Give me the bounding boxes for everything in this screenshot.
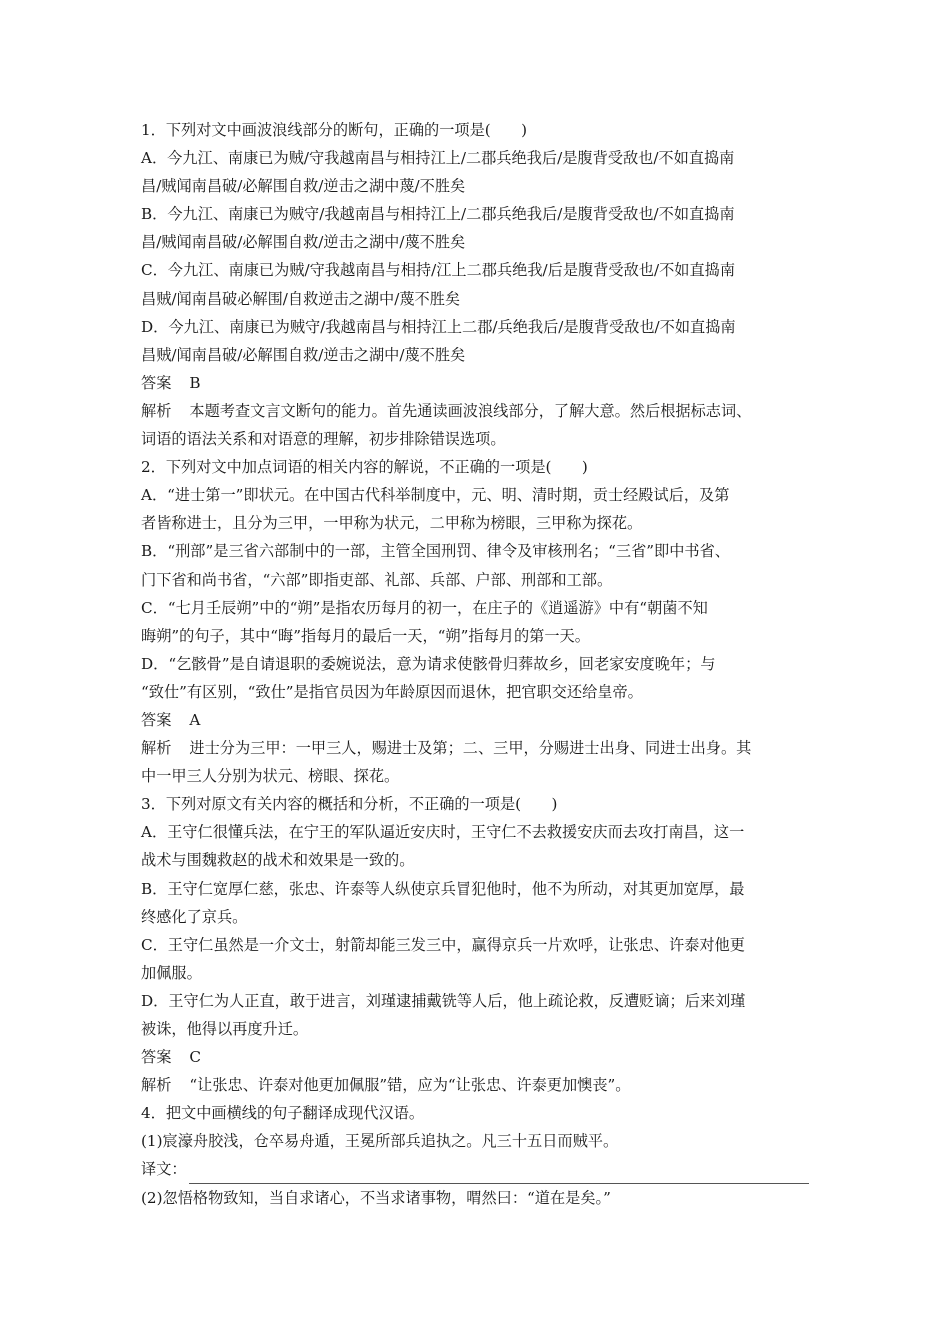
question-3-option-b-cont: 终感化了京兵。 xyxy=(141,907,248,926)
question-3-option-d-cont: 被诛，他得以再度升迁。 xyxy=(141,1020,309,1038)
question-1-analysis xyxy=(141,397,817,425)
translation-row xyxy=(141,1155,817,1183)
question-3-stem: 3．下列对原文有关内容的概括和分析，不正确的一项是( ) xyxy=(141,795,558,814)
question-3-answer xyxy=(141,1043,817,1071)
analysis-label: 解析 xyxy=(141,739,172,758)
question-2-option-d: D．“乞骸骨”是自请退职的委婉说法，意为请求使骸骨归葬故乡，回老家安度晚年；与 xyxy=(141,654,716,673)
question-3-option-a-cont: 战术与围魏救赵的战术和效果是一致的。 xyxy=(141,851,415,870)
document-page xyxy=(141,116,817,1212)
analysis-text: 本题考查文言文断句的能力。首先通读画波浪线部分，了解大意。然后根据标志词、 xyxy=(189,401,752,420)
answer-value: A xyxy=(189,710,201,729)
question-2-stem: 2．下列对文中加点词语的相关内容的解说，不正确的一项是( ) xyxy=(141,458,588,477)
analysis-label: 解析 xyxy=(141,1076,172,1095)
answer-label: 答案 xyxy=(141,710,172,729)
question-1-option-a-cont: 昌/贼闻南昌破/必解围自救/逆击之湖中蔑/不胜矣 xyxy=(141,177,466,196)
answer-label: 答案 xyxy=(141,1048,172,1067)
question-1-option-d: D．今九江、南康已为贼守/我越南昌与相持江上二郡/兵绝我后/是腹背受敌也/不如直捣南 xyxy=(141,317,736,336)
question-2-answer xyxy=(141,706,817,734)
question-2-analysis xyxy=(141,734,817,762)
question-2-analysis-cont: 中一甲三人分别为状元、榜眼、探花。 xyxy=(141,767,400,786)
question-4-sentence-1: (1)宸濠舟胶浅，仓卒易舟遁，王冕所部兵追执之。凡三十五日而贼平。 xyxy=(141,1132,619,1151)
question-2-option-a: A．“进士第一”即状元。在中国古代科举制度中，元、明、清时期，贡士经殿试后，及第 xyxy=(141,486,730,505)
question-1-option-c-cont: 昌贼/闻南昌破必解围/自救逆击之湖中/蔑不胜矣 xyxy=(141,289,461,308)
answer-value: C xyxy=(189,1048,201,1067)
question-1-analysis-cont: 词语的语法关系和对语意的理解，初步排除错误选项。 xyxy=(141,430,506,449)
answer-value: B xyxy=(189,373,201,392)
question-1-option-b: B．今九江、南康已为贼守/我越南昌与相持江上/二郡兵绝我后/是腹背受敌也/不如直捣南 xyxy=(141,205,735,224)
question-2-option-b: B．“刑部”是三省六部制中的一部，主管全国刑罚、律令及审核刑名；“三省”即中书省、 xyxy=(141,542,730,561)
question-2-option-b-cont: 门下省和尚书省，“六部”即指吏部、礼部、兵部、户部、刑部和工部。 xyxy=(141,570,613,589)
question-3-option-c-cont: 加佩服。 xyxy=(141,963,202,982)
translation-label: 译文： xyxy=(141,1160,187,1179)
question-3-analysis xyxy=(141,1071,817,1099)
question-1-option-b-cont: 昌/贼闻南昌破/必解围自救/逆击之湖中/蔑不胜矣 xyxy=(141,233,466,252)
question-3-option-b: B．王守仁宽厚仁慈，张忠、许泰等人纵使京兵冒犯他时，他不为所动，对其更加宽厚，最 xyxy=(141,879,745,898)
question-1-option-a: A．今九江、南康已为贼/守我越南昌与相持江上/二郡兵绝我后/是腹背受敌也/不如直捣南 xyxy=(141,149,735,168)
question-3-option-a: A．王守仁很懂兵法，在宁王的军队逼近安庆时，王守仁不去救援安庆而去攻打南昌，这一 xyxy=(141,823,745,842)
question-4-stem: 4．把文中画横线的句子翻译成现代汉语。 xyxy=(141,1104,425,1123)
question-3-option-c: C．王守仁虽然是一介文士，射箭却能三发三中，赢得京兵一片欢呼，让张忠、许泰对他更 xyxy=(141,935,745,954)
question-1-answer xyxy=(141,369,817,397)
question-2-option-c-cont: 晦朔”的句子，其中“晦”指每月的最后一天，“朔”指每月的第一天。 xyxy=(141,626,590,645)
analysis-label: 解析 xyxy=(141,401,172,420)
analysis-text: 进士分为三甲：一甲三人，赐进士及第；二、三甲，分赐进士出身、同进士出身。其 xyxy=(189,739,752,758)
question-3-option-d: D．王守仁为人正直，敢于进言，刘瑾逮捕戴铣等人后，他上疏论救，反遭贬谪；后来刘瑾 xyxy=(141,991,746,1010)
question-1-stem: 1．下列对文中画波浪线部分的断句，正确的一项是( ) xyxy=(141,121,528,139)
question-4-sentence-2: (2)忽悟格物致知，当自求诸心，不当求诸事物，喟然曰：“道在是矣。” xyxy=(141,1188,611,1207)
question-2-option-a-cont: 者皆称进士，且分为三甲，一甲称为状元，二甲称为榜眼，三甲称为探花。 xyxy=(141,514,643,533)
translation-blank[interactable] xyxy=(189,1165,809,1184)
analysis-text: “让张忠、许泰对他更加佩服”错，应为“让张忠、许泰更加懊丧”。 xyxy=(189,1076,631,1095)
question-2-option-c: C．“七月壬辰朔”中的“朔”是指农历每月的初一，在庄子的《逍遥游》中有“朝菌不知 xyxy=(141,598,708,617)
answer-label: 答案 xyxy=(141,373,172,392)
question-2-option-d-cont: “致仕”有区别，“致仕”是指官员因为年龄原因而退休，把官职交还给皇帝。 xyxy=(141,682,643,701)
question-1-option-d-cont: 昌贼/闻南昌破/必解围自救/逆击之湖中/蔑不胜矣 xyxy=(141,345,466,364)
question-1-option-c: C．今九江、南康已为贼/守我越南昌与相持/江上二郡兵绝我/后是腹背受敌也/不如直捣南 xyxy=(141,261,736,280)
